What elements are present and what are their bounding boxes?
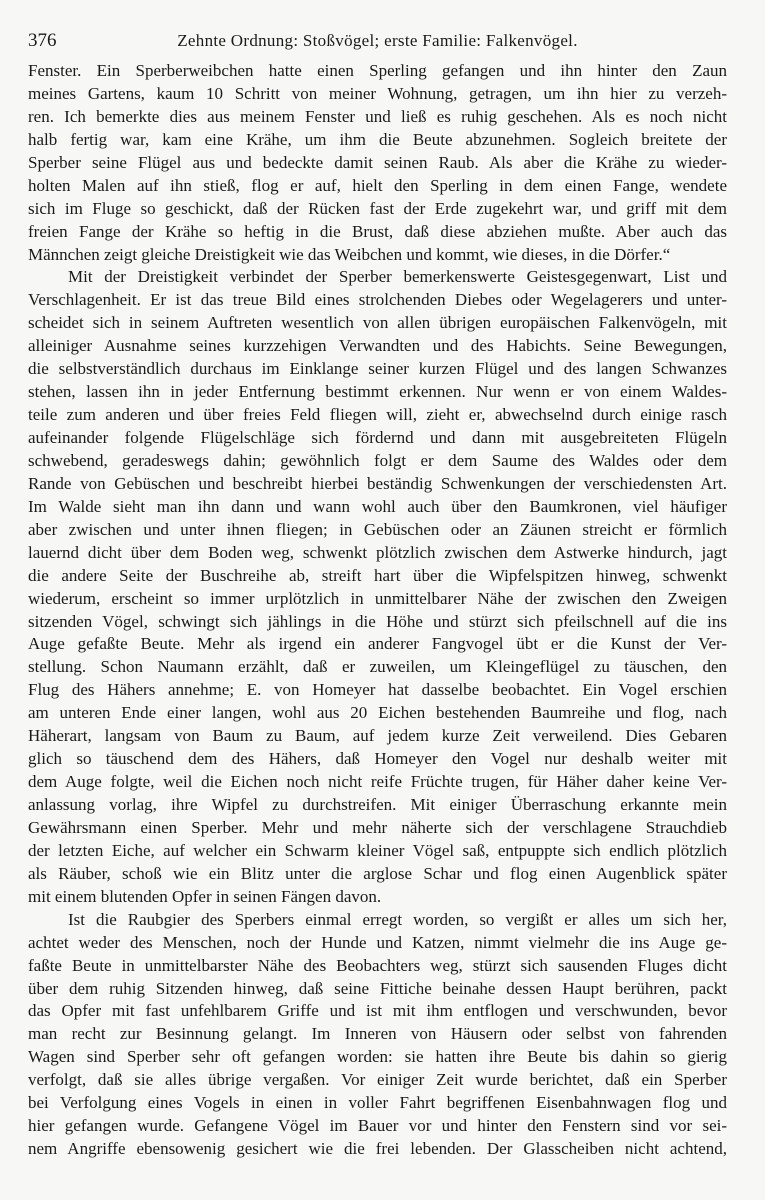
text-line: anlassung vorlag, ihre Wipfel zu durchstreifen. Mit einiger Überraschung erkannte mein (28, 795, 727, 814)
text-line: die selbstverständlich durchaus im Einklange seiner kurzen Flügel und des langen Schwanzes (28, 359, 727, 379)
text-line: mit einem blutenden Opfer in seinen Fängen davon. (28, 886, 382, 906)
text-line: Ist die Raubgier des Sperbers einmal erregt worden, so vergißt er alles um sich her, (68, 909, 727, 929)
text-line: am unteren Ende einer langen, wohl aus 20 Eichen bestehenden Baumreihe und flog, nach (28, 703, 727, 723)
text-line: das Opfer mit fast unfehlbarem Griffe und ist mit ihm entflogen und verschwunden, bevor (28, 1001, 727, 1021)
text-line: holten Malen auf ihn stieß, flog er auf, hielt den Sperling in dem einen Fange, wendete (28, 175, 727, 195)
body-text (28, 60, 727, 1161)
text-line: Mit der Dreistigkeit verbindet der Sperber bemerkenswerte Geistesgegenwart, List und (68, 267, 727, 287)
text-line: stehen, lassen ihn in jeder Entfernung bestimmt erkennen. Nur wenn er von einem Waldes- (28, 382, 727, 402)
text-line: Gewährsmann einen Sperber. Mehr und mehr näherte sich der verschlagene Strauchdieb (28, 817, 727, 837)
text-line: faßte Beute in unmittelbarster Nähe des Beobachters weg, stürzt sich sausenden Fluges dicht (28, 955, 727, 975)
text-line: sitzenden Vögel, schwingt sich jählings in die Höhe und stürzt sich pfeilschnell auf die ins (28, 611, 727, 631)
text-line: wiederum, erscheint so immer urplötzlich in unmittelbarer Nähe der zwischen den Zweigen (28, 588, 727, 608)
text-line: glich so täuschend dem des Hähers, daß Homeyer den Vogel nur deshalb weiter mit (28, 749, 727, 769)
text-line: Wagen sind Sperber sehr oft gefangen worden: sie hatten ihre Beute bis dahin so gierig (28, 1047, 727, 1067)
text-line: Häherart, langsam von Baum zu Baum, auf jedem kurze Zeit verweilend. Dies Gebaren (28, 726, 727, 746)
text-line: stellung. Schon Naumann erzählt, daß er zuweilen, um Kleingeflügel zu täuschen, den (28, 657, 727, 677)
paragraph (28, 909, 727, 1161)
page-header (28, 30, 727, 56)
text-line: über dem ruhig Sitzenden hinweg, daß seine Fittiche beinahe dessen Haupt berühren, packt (28, 978, 727, 998)
text-line: Männchen zeigt gleiche Dreistigkeit wie das Weibchen und kommt, wie dieses, in die Dörfer.“ (28, 244, 671, 264)
text-line: alleiniger Ausnahme seines kurzzehigen Verwandten und des Habichts. Seine Bewegungen, (28, 336, 727, 356)
running-title: Zehnte Ordnung: Stoßvögel; erste Familie: Falkenvögel. (177, 31, 578, 50)
text-line: schwebend, geradeswegs dahin; gewöhnlich folgt er dem Saume des Waldes oder dem (28, 450, 727, 470)
text-line: verfolgt, daß sie alles übrige vergaßen. Vor einiger Zeit wurde berichtet, daß ein Sperber (28, 1070, 727, 1090)
text-line: Rande von Gebüschen und beschreibt hierbei beständig Schwenkungen der verschiedensten Art. (28, 473, 727, 493)
text-line: meines Gartens, kaum 10 Schritt von meiner Wohnung, getragen, um ihn hier zu verzeh- (28, 83, 727, 103)
text-line: sich im Fluge so geschickt, daß der Rücken fast der Erde zugekehrt war, und griff mit dem (28, 198, 727, 218)
text-line: Auge gefaßte Beute. Mehr als irgend ein anderer Fangvogel übt er die Kunst der Ver- (28, 634, 727, 654)
text-line: Im Walde sieht man ihn dann und wann wohl auch über den Baumkronen, viel häufiger (28, 496, 727, 516)
text-line: aber zwischen und unter ihnen fliegen; in Gebüschen oder an Zäunen streicht er förmlich (28, 519, 727, 539)
text-line: hier gefangen wurde. Gefangene Vögel im Bauer vor und hinter den Fenstern sind vor sei- (28, 1116, 727, 1136)
paragraph (28, 60, 727, 266)
text-line: lauernd dicht über dem Boden weg, schwenkt plötzlich zwischen dem Astwerke hindurch, jagt (28, 542, 727, 562)
text-line: dem Auge folgte, weil die Eichen noch nicht reife Früchte trugen, für Häher daher keine Ver- (28, 772, 727, 792)
text-line: freien Fange der Krähe so heftig in die Brust, daß diese abziehen mußte. Aber auch das (28, 221, 727, 241)
text-line: der letzten Eiche, auf welcher ein Schwarm kleiner Vögel saß, entpuppte sich endlich plötzlich (28, 840, 727, 860)
text-line: die andere Seite der Buschreihe ab, streift hart über die Wipfelspitzen hinweg, schwenkt (28, 565, 727, 585)
text-line: Verschlagenheit. Er ist das treue Bild eines strolchenden Diebes oder Wegelagerers und unter- (28, 290, 727, 310)
text-line: aufeinander folgende Flügelschläge sich fördernd und dann mit ausgebreiteten Flügeln (28, 428, 727, 447)
text-line: als Räuber, schoß wie ein Blitz unter die arglose Schar und flog einen Augenblick später (28, 863, 727, 883)
text-line: teile zum anderen und über freies Feld fliegen will, zieht er, abwechselnd durch einige rasch (28, 405, 727, 425)
text-line: nem Angriffe ebensowenig gesichert wie die frei lebenden. Der Glasscheiben nicht achtend, (28, 1139, 727, 1159)
text-line: ren. Ich bemerkte dies aus meinem Fenster und ließ es ruhig geschehen. Als es noch nicht (28, 106, 727, 126)
paragraph (28, 266, 727, 908)
text-line: halb fertig war, kam eine Krähe, um ihm die Beute abzunehmen. Sogleich breitete der (28, 129, 727, 149)
text-line: Fenster. Ein Sperberweibchen hatte einen Sperling gefangen und ihn hinter den Zaun (28, 61, 727, 80)
text-line: scheidet sich in seinem Auftreten wesentlich von allen übrigen europäischen Falkenvögeln, mit (28, 313, 727, 333)
page-number: 376 (28, 30, 57, 51)
text-line: Sperber seine Flügel aus und bedeckte damit seinen Raub. Als aber die Krähe zu wieder- (28, 152, 727, 172)
text-line: bei Verfolgung eines Vogels in einen in voller Fahrt begriffenen Eisenbahnwagen flog und (28, 1093, 727, 1113)
text-line: achtet weder des Menschen, noch der Hunde und Katzen, nimmt vielmehr die ins Auge ge- (28, 932, 727, 952)
text-line: man recht zur Besinnung gelangt. Im Inneren von Häusern oder selbst von fahrenden (28, 1024, 727, 1044)
text-line: Flug des Hähers annehme; E. von Homeyer hat dasselbe beobachtet. Ein Vogel erschien (28, 680, 727, 700)
